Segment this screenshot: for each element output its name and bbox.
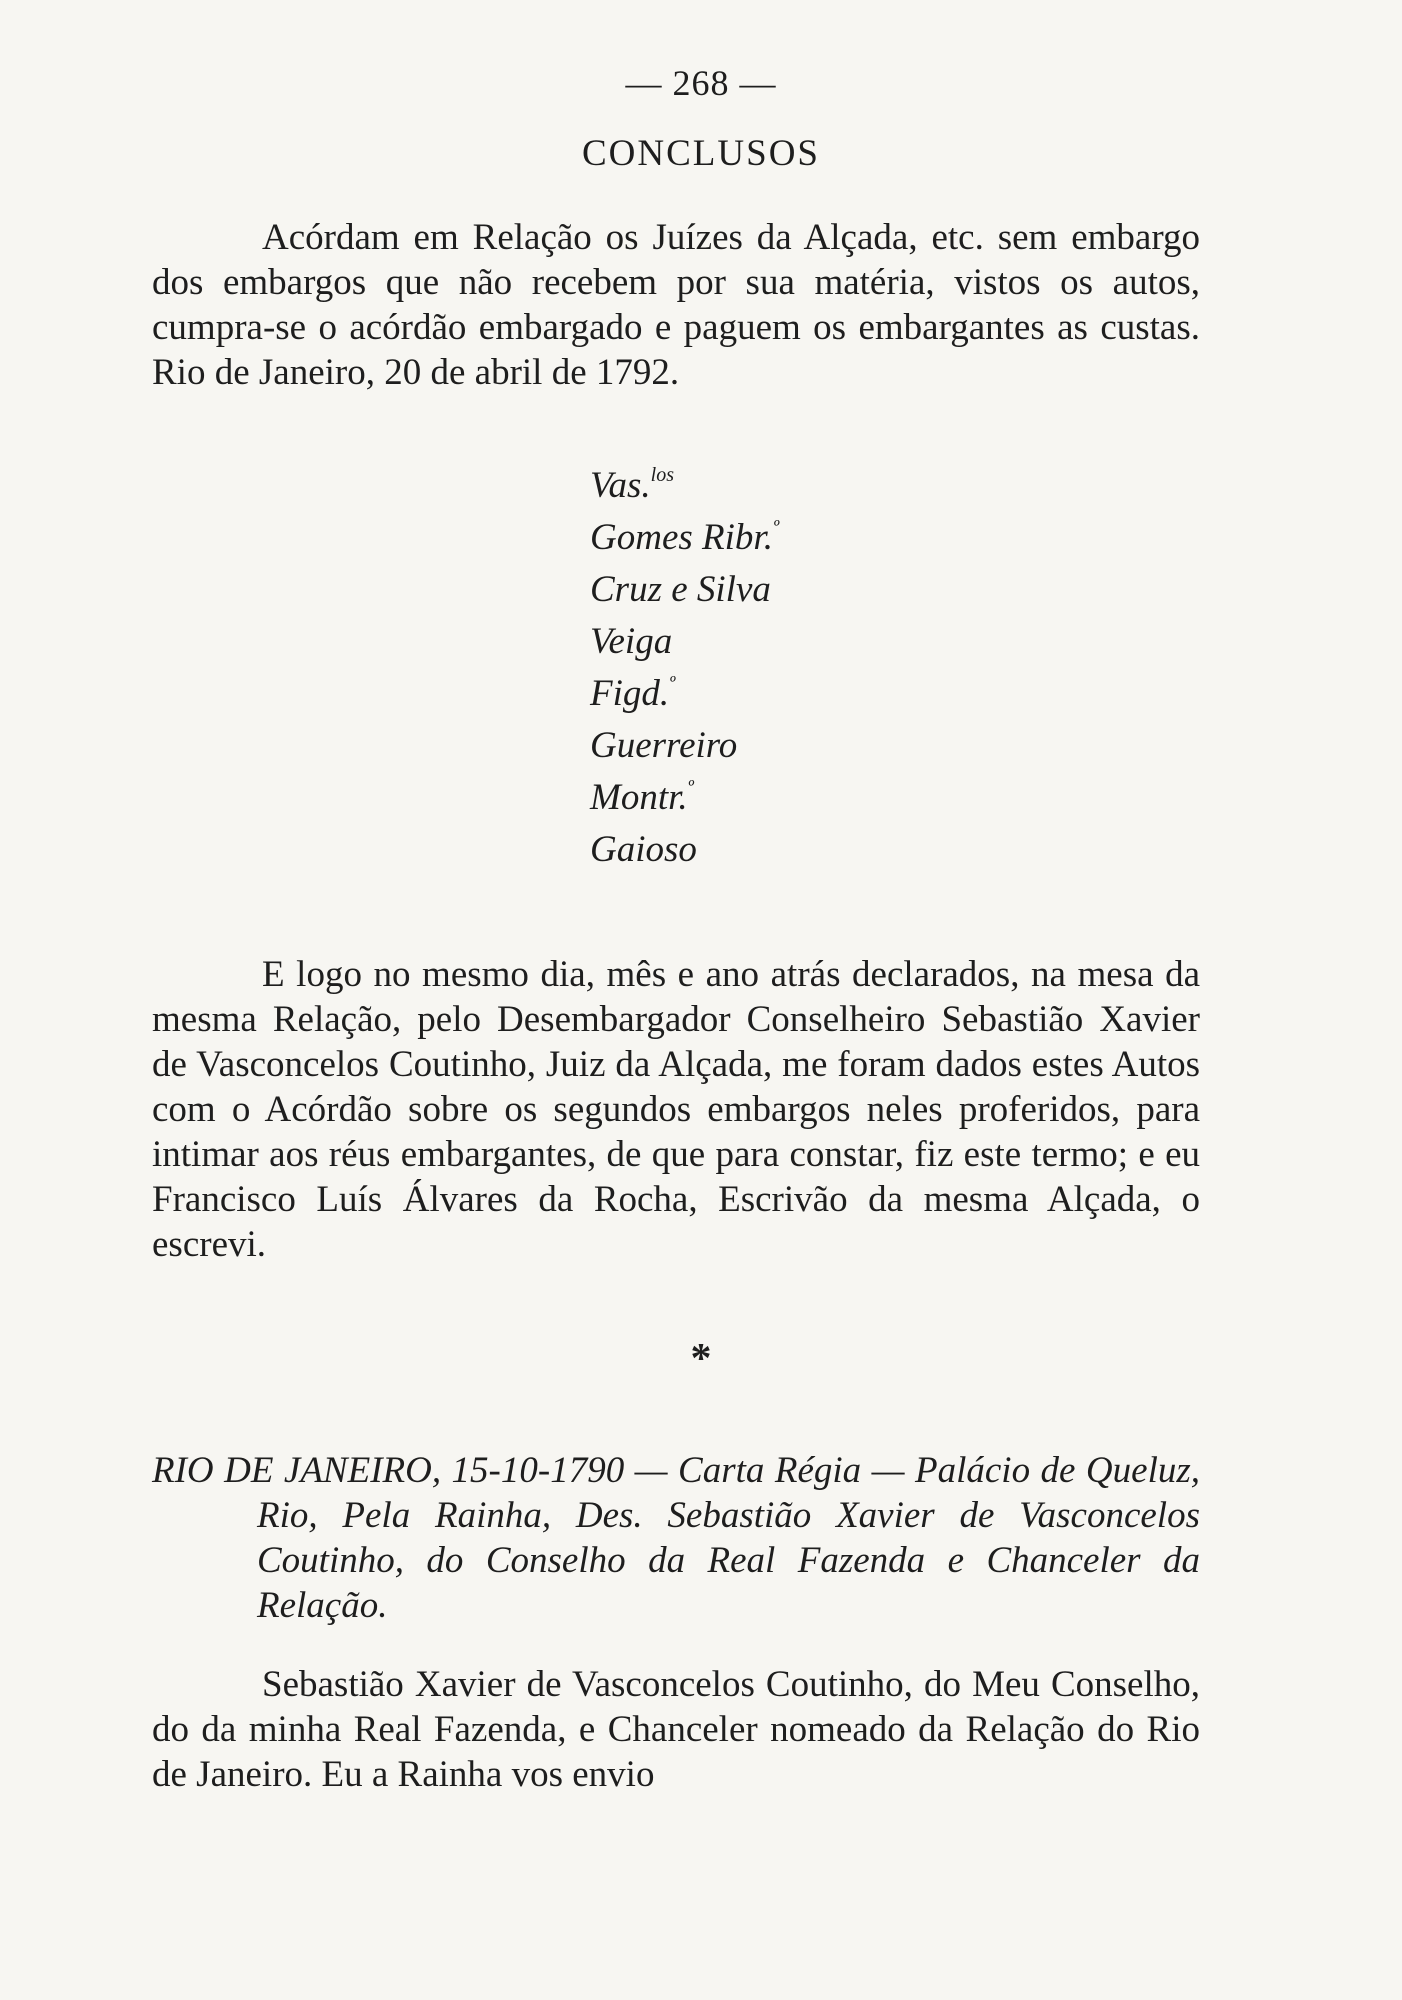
signature-item bbox=[590, 616, 779, 668]
signature-suffix: los bbox=[650, 464, 674, 486]
signature-suffix: º bbox=[669, 672, 676, 694]
signature-suffix: º bbox=[772, 516, 780, 538]
signature-name: Cruz e Silva bbox=[590, 569, 771, 610]
paragraph-carta: Sebastião Xavier de Vasconcelos Coutinho, do Meu Conselho, do da minha Real Fazenda, e Chanceler nomeado da Relação do Rio de Janeiro. Eu a Rainha vos envio bbox=[152, 1664, 1200, 1795]
paragraph-termo: E logo no mesmo dia, mês e ano atrás declarados, na mesa da mesma Relação, pelo Desembargador Conselheiro Sebastião Xavier de Vasconcelos Coutinho, Juiz da Alçada, me foram dados estes Autos com o Acórdão sobre os segundos embargos neles proferidos, para intimar aos réus embargantes, de que para constar, fiz este termo; e eu Francisco Luís Álvares da Rocha, Escrivão da mesma Alçada, o escrevi. bbox=[152, 954, 1200, 1265]
section-title: CONCLUSOS bbox=[582, 133, 820, 174]
page-number: — 268 — bbox=[625, 63, 777, 103]
signature-name: Veiga bbox=[590, 621, 673, 662]
signature-suffix: º bbox=[687, 776, 694, 798]
signature-item bbox=[590, 512, 779, 564]
paragraph-acordao: Acórdam em Relação os Juízes da Alçada, etc. sem embargo dos embargos que não recebem por sua matéria, vistos os autos, cumpra-se o acórdão embargado e paguem os embargantes as custas. Rio de Janeiro, 20 de abril de 1792. bbox=[152, 217, 1200, 393]
signature-name: Vas. bbox=[590, 465, 651, 506]
document-heading: RIO DE JANEIRO, 15-10-1790 — Carta Régia — Palácio de Queluz, Rio, Pela Rainha, Des. Sebastião Xavier de Vasconcelos Coutinho, do Conselho da Real Fazenda e Chanceler da Relação. bbox=[152, 1450, 1200, 1626]
signature-name: Montr. bbox=[590, 777, 688, 818]
signature-item bbox=[590, 720, 779, 772]
signature-name: Gaioso bbox=[590, 829, 697, 870]
signature-name: Guerreiro bbox=[590, 725, 738, 766]
signature-item bbox=[590, 772, 779, 824]
signature-item bbox=[590, 460, 779, 512]
signature-item bbox=[590, 668, 779, 720]
signature-item bbox=[590, 824, 779, 876]
section-separator: * bbox=[690, 1336, 712, 1382]
signature-list bbox=[590, 460, 779, 876]
signature-name: Figd. bbox=[590, 673, 670, 714]
signature-item bbox=[590, 564, 779, 616]
signature-name: Gomes Ribr. bbox=[590, 517, 773, 558]
